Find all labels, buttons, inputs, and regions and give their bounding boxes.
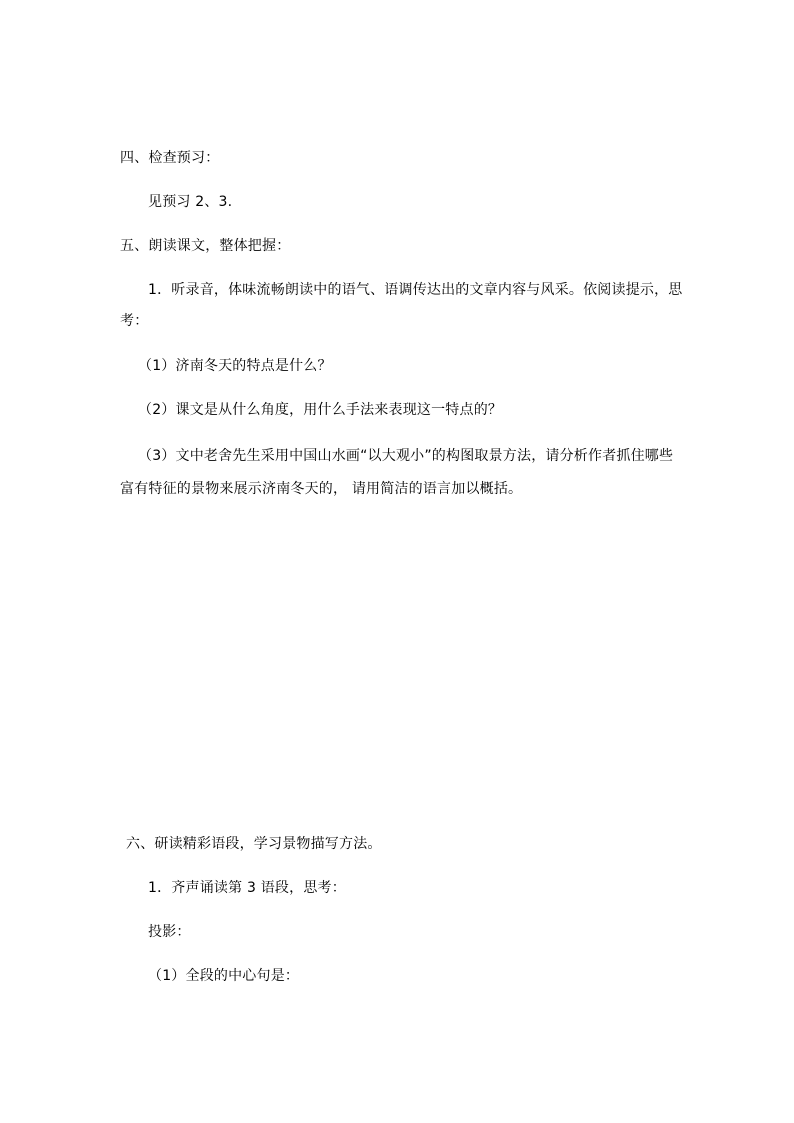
- study-question-1: （1）全段的中心句是：: [148, 968, 300, 984]
- study-task-1: 1．齐声诵读第 3 语段，思考：: [148, 880, 346, 896]
- section-heading-review: 四、检查预习：: [120, 150, 220, 166]
- question-3: （3）文中老舍先生采用中国山水画“以大观小”的构图取景方法，请分析作者抓住哪些: [138, 448, 674, 464]
- reading-task-1: 1．听录音，体味流畅朗读中的语气、语调传达出的文章内容与风采。依阅读提示，思: [148, 282, 683, 298]
- section-heading-reading: 五、朗读课文，整体把握：: [120, 238, 291, 254]
- section-heading-study: 六、研读精彩语段，学习景物描写方法。: [126, 836, 382, 852]
- question-2: （2）课文是从什么角度，用什么手法来表现这一特点的？: [138, 402, 503, 418]
- question-3-continued: 富有特征的景物来展示济南冬天的， 请用简洁的语言加以概括。: [120, 481, 523, 497]
- reading-task-1-continued: 考：: [120, 313, 149, 329]
- question-1: （1）济南冬天的特点是什么？: [138, 358, 332, 374]
- review-item: 见预习 2、3.: [148, 194, 233, 210]
- projection-label: 投影：: [148, 924, 191, 940]
